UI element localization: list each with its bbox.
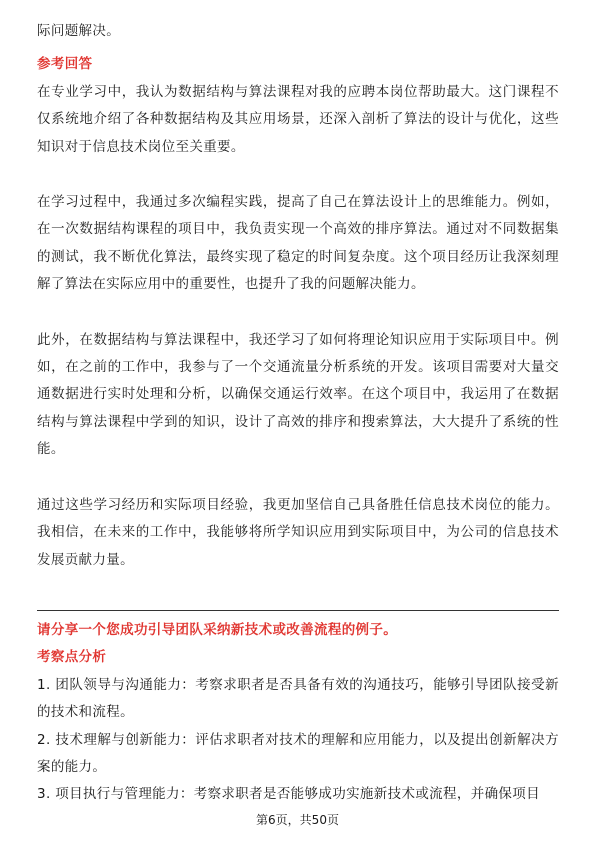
answer-heading: 参考回答 (37, 56, 93, 73)
answer-section (37, 18, 559, 574)
analysis-item-1: 1. 团队领导与沟通能力：考察求职者是否具备有效的沟通技巧，能够引导团队接受新的技术和流程。 (37, 676, 559, 721)
analysis-heading: 考察点分析 (37, 649, 107, 666)
paragraph-gap (37, 161, 559, 189)
answer-paragraph-3: 此外，在数据结构与算法课程中，我还学习了如何将理论知识应用于实际项目中。例如，在之前的工作中，我参与了一个交通流量分析系统的开发。该项目需要对大量交通数据进行实时处理和分析，以确保交通运行效率。在这个项目中，我运用了在数据结构与算法课程中学到的知识，设计了高效的排序和搜索算法，大大提升了系统的性能。 (37, 331, 559, 458)
paragraph-gap (37, 299, 559, 327)
answer-paragraph-1: 在专业学习中，我认为数据结构与算法课程对我的应聘本岗位帮助最大。这门课程不仅系统地介绍了各种数据结构及其应用场景，还深入剖析了算法的设计与优化，这些知识对于信息技术岗位至关重要。 (37, 83, 559, 155)
page-number: 第6页，共50页 (256, 813, 339, 827)
paragraph-gap (37, 464, 559, 492)
answer-paragraph-2: 在学习过程中，我通过多次编程实践，提高了自己在算法设计上的思维能力。例如，在一次数据结构课程的项目中，我负责实现一个高效的排序算法。通过对不同数据集的测试，我不断优化算法，最终实现了稳定的时间复杂度。这个项目经历让我深刻理解了算法在实际应用中的重要性，也提升了我的问题解决能力。 (37, 194, 559, 293)
analysis-item-3: 3. 项目执行与管理能力：考察求职者是否能够成功实施新技术或流程，并确保项目 (37, 786, 540, 803)
question-section (37, 617, 559, 809)
section-divider (37, 610, 559, 611)
analysis-item-2: 2. 技术理解与创新能力：评估求职者对技术的理解和应用能力，以及提出创新解决方案的能力。 (37, 731, 559, 776)
top-fragment: 际问题解决。 (37, 23, 121, 39)
answer-paragraph-4: 通过这些学习经历和实际项目经验，我更加坚信自己具备胜任信息技术岗位的能力。我相信，在未来的工作中，我能够将所学知识应用到实际项目中，为公司的信息技术发展贡献力量。 (37, 496, 559, 568)
question-title: 请分享一个您成功引导团队采纳新技术或改善流程的例子。 (37, 622, 398, 638)
